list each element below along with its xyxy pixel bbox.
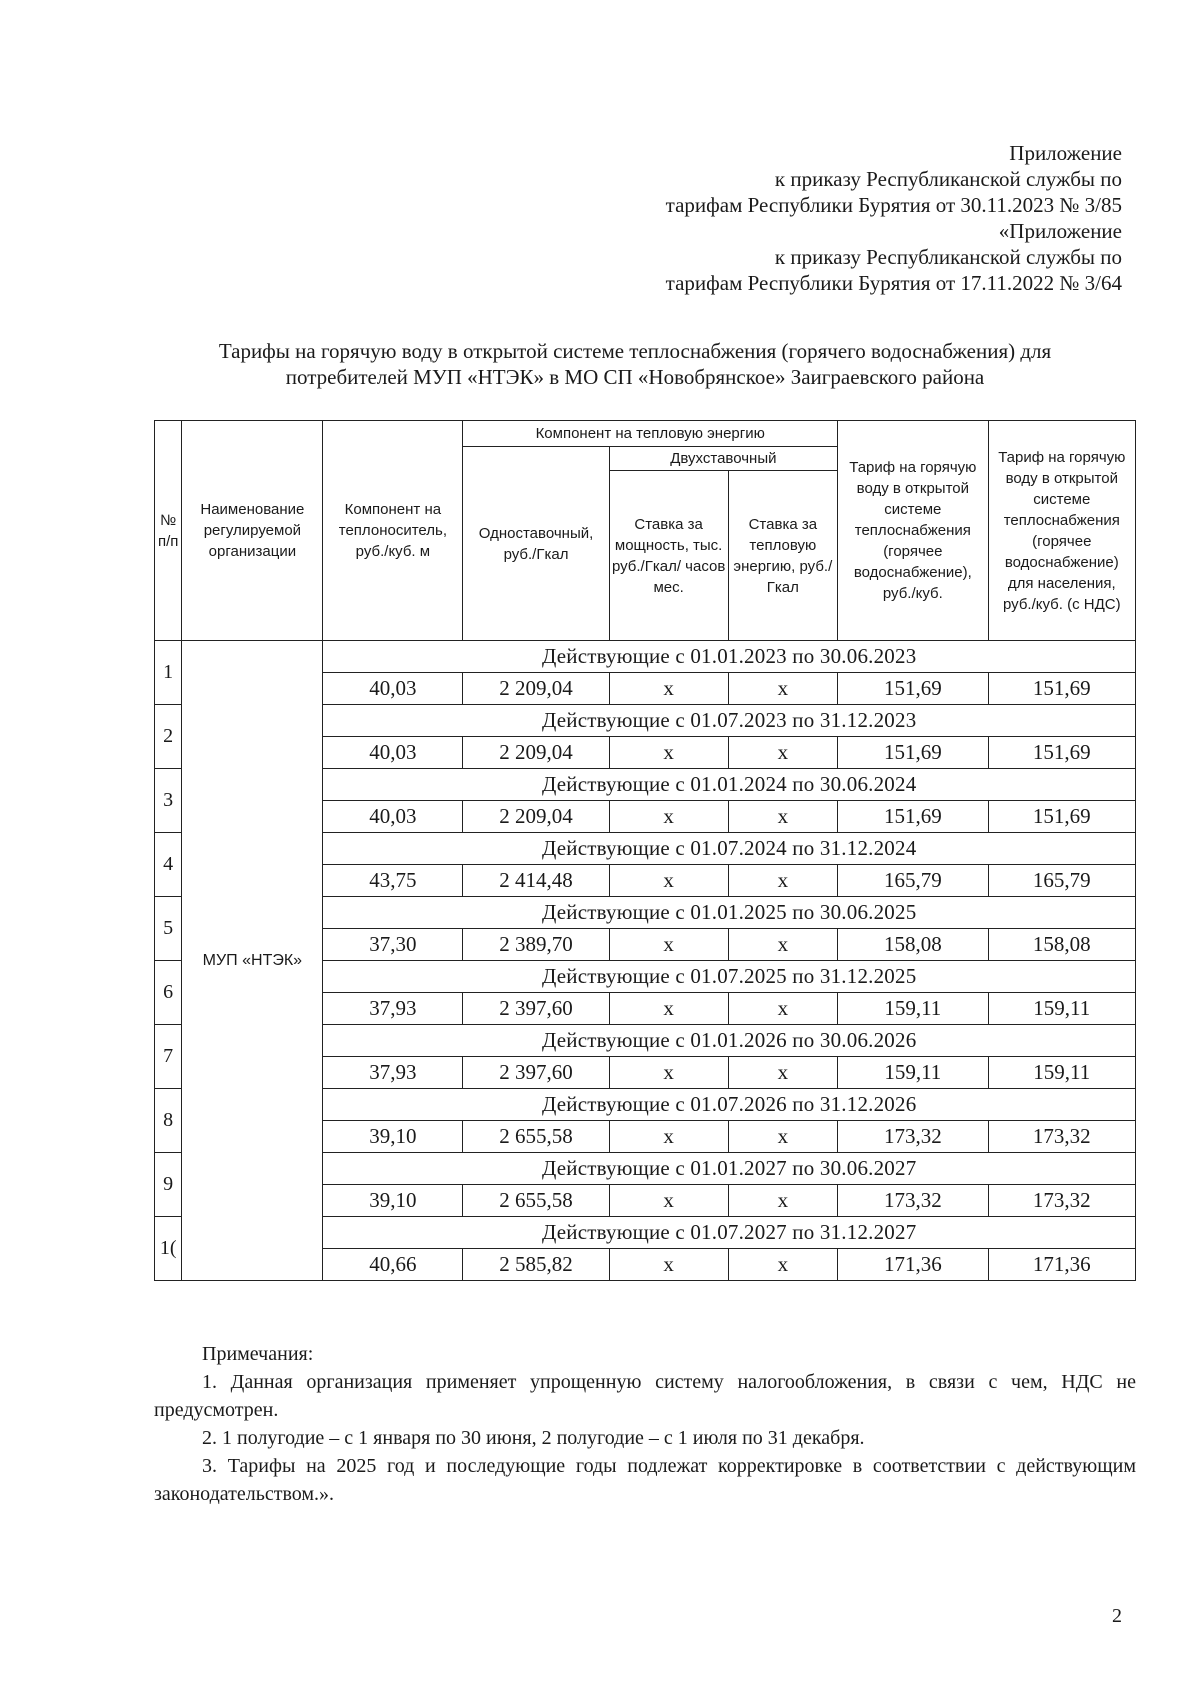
header-energy-rate: Ставка за тепловую энергию, руб./Гкал xyxy=(728,471,837,641)
tariff-population-value: 151,69 xyxy=(988,801,1135,833)
single-rate-value: 2 655,58 xyxy=(463,1121,609,1153)
single-rate-value: 2 414,48 xyxy=(463,865,609,897)
capacity-rate-value: x xyxy=(609,801,728,833)
capacity-rate-value: x xyxy=(609,1121,728,1153)
energy-rate-value: x xyxy=(728,993,837,1025)
tariff-population-value: 173,32 xyxy=(988,1185,1135,1217)
tariff-value: 173,32 xyxy=(838,1121,989,1153)
energy-rate-value: x xyxy=(728,929,837,961)
header-energy-component: Компонент на тепловую энергию xyxy=(463,421,838,447)
row-number: 3 xyxy=(155,769,182,833)
capacity-rate-value: x xyxy=(609,673,728,705)
title-line-2: потребителей МУП «НТЭК» в МО СП «Новобрянское» Заиграевского района xyxy=(285,365,985,389)
capacity-rate-value: x xyxy=(609,1185,728,1217)
tariff-value: 151,69 xyxy=(838,737,989,769)
row-number: 5 xyxy=(155,897,182,961)
row-number: 1 xyxy=(155,641,182,705)
period-label: Действующие с 01.07.2024 по 31.12.2024 xyxy=(323,833,1136,865)
capacity-rate-value: x xyxy=(609,737,728,769)
energy-rate-value: x xyxy=(728,737,837,769)
energy-rate-value: x xyxy=(728,1057,837,1089)
carrier-value: 40,66 xyxy=(323,1249,463,1281)
tariff-value: 171,36 xyxy=(838,1249,989,1281)
single-rate-value: 2 397,60 xyxy=(463,1057,609,1089)
carrier-value: 40,03 xyxy=(323,801,463,833)
capacity-rate-value: x xyxy=(609,993,728,1025)
header-line: тарифам Республики Бурятия от 17.11.2022 № 3/64 xyxy=(665,271,1122,295)
period-label: Действующие с 01.07.2025 по 31.12.2025 xyxy=(323,961,1136,993)
organization-name: МУП «НТЭК» xyxy=(182,641,323,1281)
page-number: 2 xyxy=(1112,1605,1122,1627)
carrier-value: 37,30 xyxy=(323,929,463,961)
carrier-value: 37,93 xyxy=(323,1057,463,1089)
capacity-rate-value: x xyxy=(609,929,728,961)
row-number: 4 xyxy=(155,833,182,897)
single-rate-value: 2 209,04 xyxy=(463,673,609,705)
single-rate-value: 2 209,04 xyxy=(463,801,609,833)
notes-heading: Примечания: xyxy=(202,1343,314,1365)
tariff-population-value: 171,36 xyxy=(988,1249,1135,1281)
document-header xyxy=(666,140,1122,296)
carrier-value: 40,03 xyxy=(323,673,463,705)
tariff-value: 151,69 xyxy=(838,673,989,705)
period-label: Действующие с 01.07.2023 по 31.12.2023 xyxy=(323,705,1136,737)
tariff-value: 159,11 xyxy=(838,993,989,1025)
tariff-population-value: 158,08 xyxy=(988,929,1135,961)
header-num: № п/п xyxy=(155,421,182,641)
note-item: 2. 1 полугодие – с 1 января по 30 июня, 2 полугодие – с 1 июля по 31 декабря. xyxy=(202,1427,865,1449)
row-number: 1( xyxy=(155,1217,182,1281)
period-label: Действующие с 01.07.2026 по 31.12.2026 xyxy=(323,1089,1136,1121)
tariff-population-value: 159,11 xyxy=(988,993,1135,1025)
header-line: к приказу Республиканской службы по xyxy=(774,245,1122,269)
document-title xyxy=(150,338,1120,390)
capacity-rate-value: x xyxy=(609,1057,728,1089)
carrier-value: 43,75 xyxy=(323,865,463,897)
carrier-value: 40,03 xyxy=(323,737,463,769)
header-line: «Приложение xyxy=(998,219,1122,243)
note-item: 3. Тарифы на 2025 год и последующие годы подлежат корректировке в соответствии с действующим законодательством.». xyxy=(154,1455,1136,1505)
tariff-table xyxy=(154,420,1136,1281)
period-label: Действующие с 01.07.2027 по 31.12.2027 xyxy=(323,1217,1136,1249)
tariff-value: 151,69 xyxy=(838,801,989,833)
carrier-value: 37,93 xyxy=(323,993,463,1025)
period-label: Действующие с 01.01.2024 по 30.06.2024 xyxy=(323,769,1136,801)
tariff-value: 173,32 xyxy=(838,1185,989,1217)
tariff-population-value: 173,32 xyxy=(988,1121,1135,1153)
table-row-period xyxy=(155,641,1136,673)
header-tariff-population: Тариф на горячую воду в открытой системе теплоснабжения (горячее водоснабжение) для населения, руб./куб. (с НДС) xyxy=(988,421,1135,641)
energy-rate-value: x xyxy=(728,865,837,897)
header-organization: Наименование регулируемой организации xyxy=(182,421,323,641)
tariff-value: 165,79 xyxy=(838,865,989,897)
row-number: 9 xyxy=(155,1153,182,1217)
row-number: 2 xyxy=(155,705,182,769)
title-line-1: Тарифы на горячую воду в открытой системе теплоснабжения (горячего водоснабжения) для xyxy=(218,339,1052,363)
row-number: 7 xyxy=(155,1025,182,1089)
header-line: к приказу Республиканской службы по xyxy=(774,167,1122,191)
carrier-value: 39,10 xyxy=(323,1185,463,1217)
tariff-population-value: 159,11 xyxy=(988,1057,1135,1089)
header-tariff: Тариф на горячую воду в открытой системе теплоснабжения (горячее водоснабжение), руб./куб. xyxy=(838,421,989,641)
single-rate-value: 2 389,70 xyxy=(463,929,609,961)
row-number: 6 xyxy=(155,961,182,1025)
notes-section xyxy=(154,1340,1136,1508)
row-number: 8 xyxy=(155,1089,182,1153)
period-label: Действующие с 01.01.2026 по 30.06.2026 xyxy=(323,1025,1136,1057)
tariff-population-value: 165,79 xyxy=(988,865,1135,897)
header-carrier-component: Компонент на теплоноситель, руб./куб. м xyxy=(323,421,463,641)
header-single-rate: Одноставочный, руб./Гкал xyxy=(463,447,609,641)
energy-rate-value: x xyxy=(728,801,837,833)
capacity-rate-value: x xyxy=(609,865,728,897)
single-rate-value: 2 655,58 xyxy=(463,1185,609,1217)
energy-rate-value: x xyxy=(728,1121,837,1153)
tariff-population-value: 151,69 xyxy=(988,673,1135,705)
single-rate-value: 2 397,60 xyxy=(463,993,609,1025)
single-rate-value: 2 585,82 xyxy=(463,1249,609,1281)
note-item: 1. Данная организация применяет упрощенную систему налогообложения, в связи с чем, НДС не предусмотрен. xyxy=(154,1371,1136,1421)
tariff-value: 159,11 xyxy=(838,1057,989,1089)
period-label: Действующие с 01.01.2027 по 30.06.2027 xyxy=(323,1153,1136,1185)
energy-rate-value: x xyxy=(728,673,837,705)
header-capacity-rate: Ставка за мощность, тыс. руб./Гкал/ часов мес. xyxy=(609,471,728,641)
period-label: Действующие с 01.01.2025 по 30.06.2025 xyxy=(323,897,1136,929)
energy-rate-value: x xyxy=(728,1185,837,1217)
capacity-rate-value: x xyxy=(609,1249,728,1281)
header-line: тарифам Республики Бурятия от 30.11.2023 № 3/85 xyxy=(665,193,1122,217)
carrier-value: 39,10 xyxy=(323,1121,463,1153)
tariff-value: 158,08 xyxy=(838,929,989,961)
tariff-population-value: 151,69 xyxy=(988,737,1135,769)
energy-rate-value: x xyxy=(728,1249,837,1281)
header-two-rate: Двухставочный xyxy=(609,447,837,471)
header-line: Приложение xyxy=(1009,141,1122,165)
single-rate-value: 2 209,04 xyxy=(463,737,609,769)
period-label: Действующие с 01.01.2023 по 30.06.2023 xyxy=(323,641,1136,673)
